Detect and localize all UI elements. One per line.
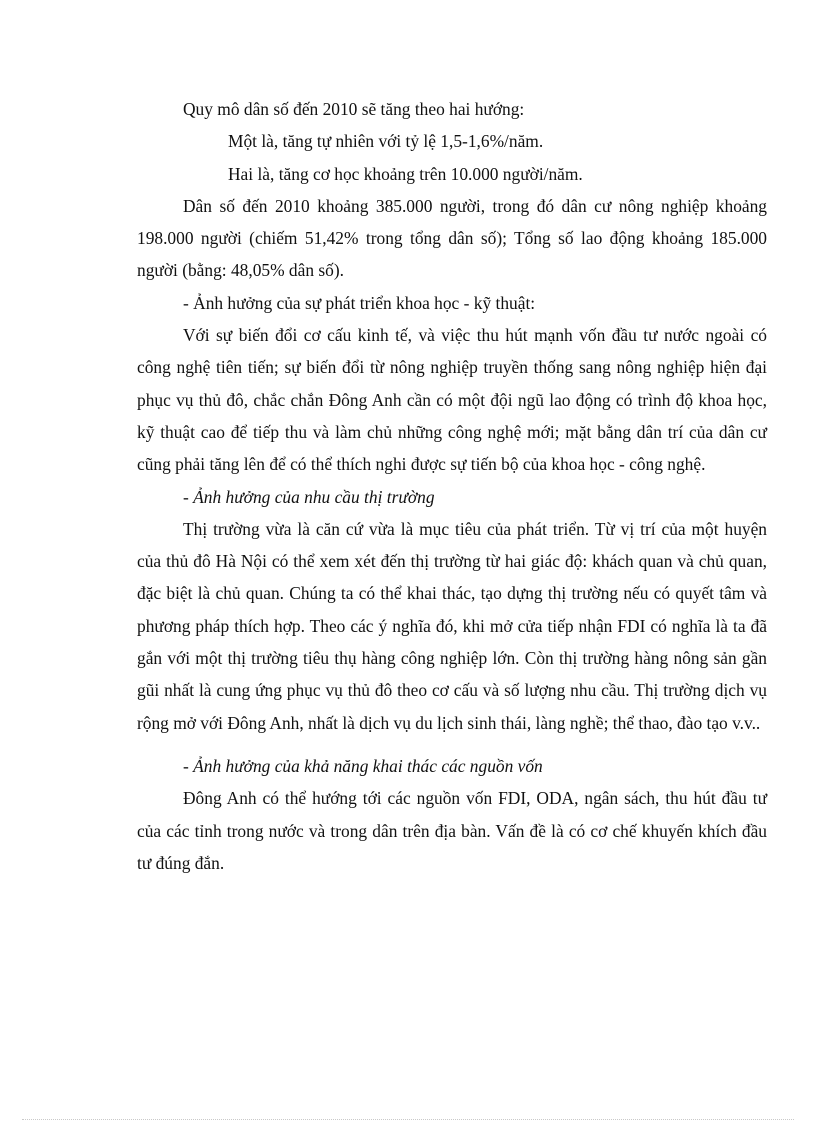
document-body — [137, 93, 767, 879]
page-bottom-divider — [22, 1119, 794, 1120]
heading-science-technology: - Ảnh hưởng của sự phát triển khoa học - kỹ thuật: — [183, 292, 536, 313]
paragraph-mechanical-growth: Hai là, tăng cơ học khoảng trên 10.000 người/năm. — [228, 163, 583, 184]
paragraph-capital-sources: Đông Anh có thể hướng tới các nguồn vốn FDI, ODA, ngân sách, thu hút đầu tư của các tỉnh trong nước và trong dân trên địa bàn. Vấn đề là có cơ chế khuyến khích đầu tư đúng đắn. — [137, 788, 767, 873]
heading-capital-sources: - Ảnh hưởng của khả năng khai thác các nguồn vốn — [183, 755, 543, 776]
heading-market-demand: - Ảnh hưởng của nhu cầu thị trường — [183, 486, 435, 507]
paragraph-science-technology: Với sự biến đổi cơ cấu kinh tế, và việc thu hút mạnh vốn đầu tư nước ngoài có công nghệ tiên tiến; sự biến đổi từ nông nghiệp truyền thống sang nông nghiệp hiện đại phục vụ thủ đô, chắc chắn Đông Anh cần có một đội ngũ lao động có trình độ khoa học, kỹ thuật cao để tiếp thu và làm chủ những công nghệ mới; mặt bằng dân trí của dân cư cũng phải tăng lên để có thể thích nghi được sự tiến bộ của khoa học - công nghệ. — [137, 325, 767, 475]
paragraph-population-growth-intro: Quy mô dân số đến 2010 sẽ tăng theo hai hướng: — [183, 99, 525, 119]
paragraph-market-demand: Thị trường vừa là căn cứ vừa là mục tiêu của phát triển. Từ vị trí của một huyện của thủ đô Hà Nội có thể xem xét đến thị trường từ hai giác độ: khách quan và chủ quan, đặc biệt là chủ quan. Chúng ta có thể khai thác, tạo dựng thị trường nếu có quyết tâm và phương pháp thích hợp. Theo các ý nghĩa đó, khi mở cửa tiếp nhận FDI có nghĩa là ta đã gắn với một thị trường tiêu thụ hàng công nghiệp lớn. Còn thị trường hàng nông sản gần gũi nhất là cung ứng phục vụ thủ đô theo cơ cấu và số lượng nhu cầu. Thị trường dịch vụ rộng mở với Đông Anh, nhất là dịch vụ du lịch sinh thái, làng nghề; thể thao, đào tạo v.v.. — [137, 518, 767, 733]
paragraph-natural-growth: Một là, tăng tự nhiên với tỷ lệ 1,5-1,6%/năm. — [228, 131, 544, 152]
paragraph-population-2010: Dân số đến 2010 khoảng 385.000 người, trong đó dân cư nông nghiệp khoảng 198.000 người (chiếm 51,42% trong tổng dân số); Tổng số lao động khoảng 185.000 người (bằng: 48,05% dân số). — [137, 195, 767, 281]
